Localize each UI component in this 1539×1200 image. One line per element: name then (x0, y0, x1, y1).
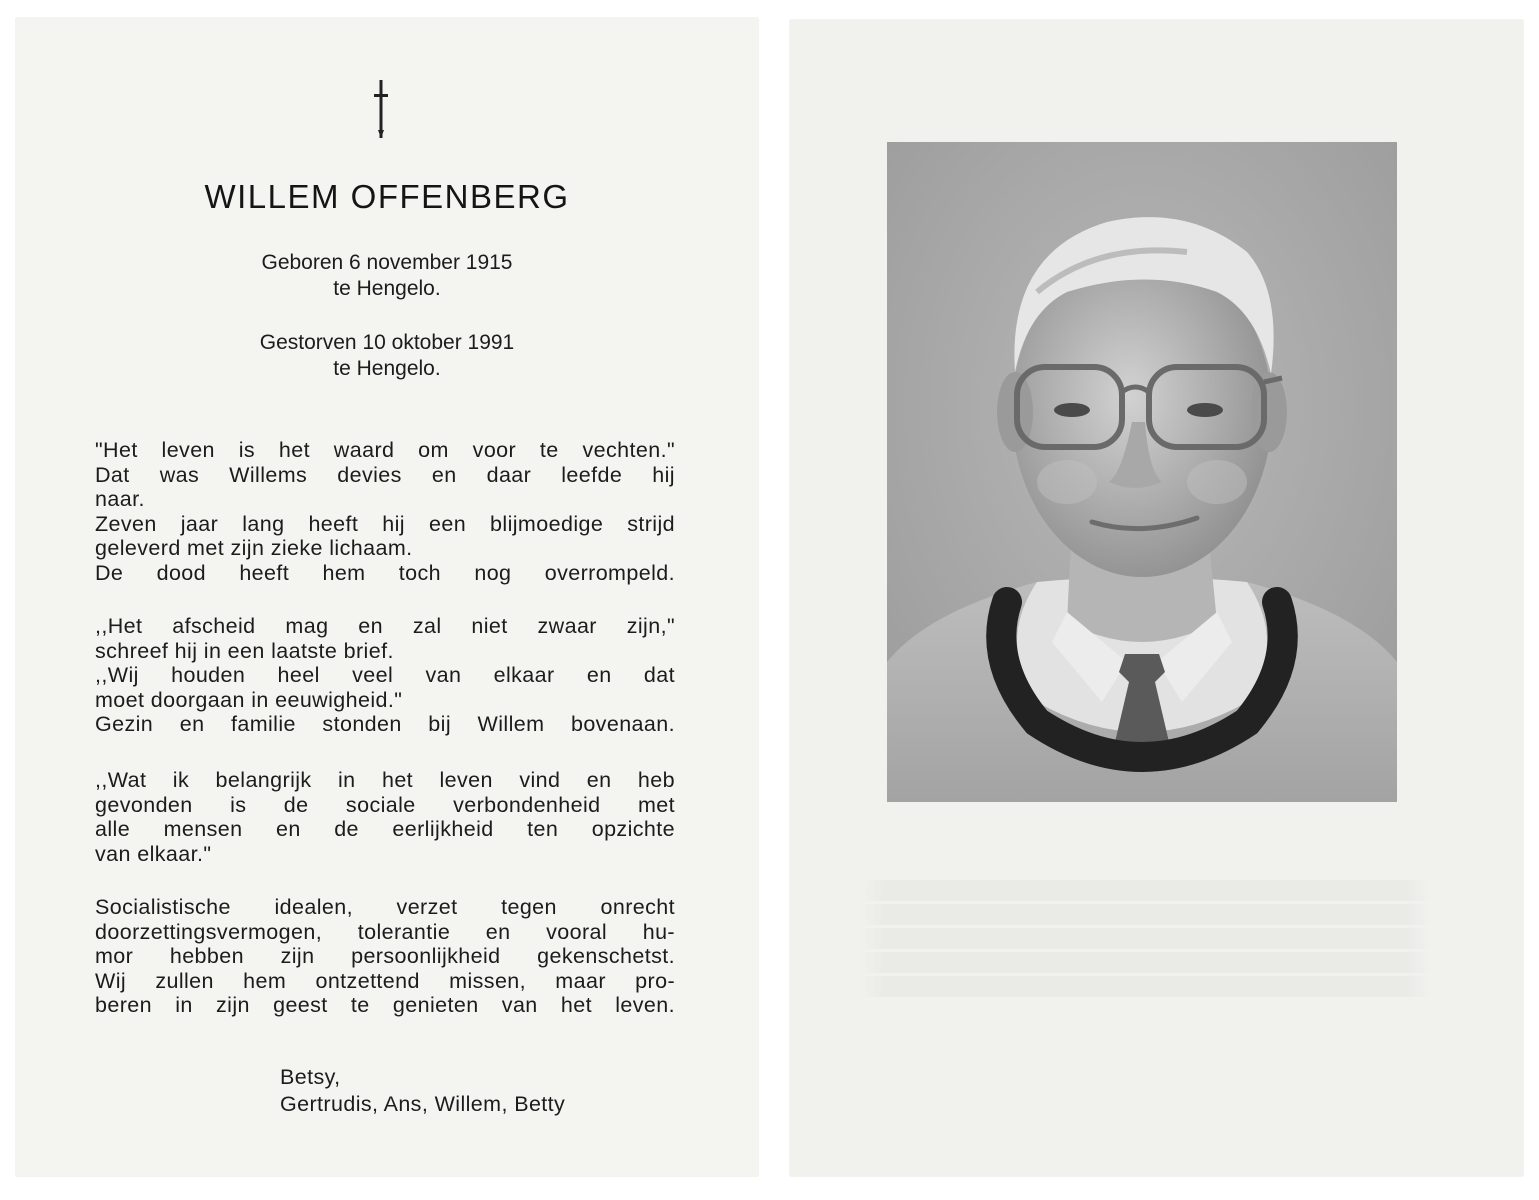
death-place: te Hengelo. (333, 357, 441, 380)
text-line: "Het leven is het waard om voor te vechten." (95, 438, 675, 462)
birth-place: te Hengelo. (333, 277, 441, 300)
text-line: moet doorgaan in eeuwigheid." (95, 687, 403, 712)
text-line: schreef hij in een laatste brief. (95, 638, 394, 663)
memorial-card-photo-side (790, 20, 1523, 1176)
text-line: naar. (95, 487, 145, 511)
text-line: beren in zijn geest te genieten van het leven. (95, 993, 675, 1017)
text-line: mor hebben zijn persoonlijkheid gekenschetst. (95, 944, 675, 968)
paragraph-motto (95, 438, 675, 585)
death-info (16, 330, 758, 382)
portrait-photo (887, 142, 1397, 802)
text-line: ,,Wij houden heel veel van elkaar en dat (95, 663, 675, 687)
signature-line: Betsy, (280, 1065, 341, 1089)
memorial-card-text-side (16, 18, 758, 1176)
birth-date: Geboren 6 november 1915 (261, 251, 513, 274)
text-line: Zeven jaar lang heeft hij een blijmoedige strijd (95, 511, 675, 536)
paragraph-quote (95, 768, 675, 866)
text-line: ,,Wat ik belangrijk in het leven vind en heb (95, 768, 675, 792)
text-line: geleverd met zijn zieke lichaam. (95, 536, 413, 560)
text-line: doorzettingsvermogen, tolerantie en vooral hu- (95, 919, 675, 944)
paragraph-farewell (95, 614, 675, 737)
text-line: Wij zullen hem ontzettend missen, maar pro- (95, 968, 675, 993)
text-line: Socialistische idealen, verzet tegen onrecht (95, 895, 675, 919)
birth-info (16, 250, 758, 302)
text-line: alle mensen en de eerlijkheid ten opzichte (95, 817, 675, 841)
paragraph-ideals (95, 895, 675, 1018)
text-line: Gezin en familie stonden bij Willem bovenaan. (95, 712, 675, 736)
show-through-text (860, 880, 1430, 1000)
signature-line: Gertrudis, Ans, Willem, Betty (280, 1092, 566, 1116)
portrait-illustration (887, 142, 1397, 802)
death-date: Gestorven 10 oktober 1991 (259, 331, 515, 354)
cross-icon (374, 80, 388, 138)
text-line: van elkaar." (95, 841, 212, 866)
signature-block (280, 1064, 565, 1118)
text-line: gevonden is de sociale verbondenheid met (95, 792, 675, 817)
text-line: ,,Het afscheid mag en zal niet zwaar zijn," (95, 614, 675, 638)
text-line: De dood heeft hem toch nog overrompeld. (95, 560, 675, 585)
deceased-name: WILLEM OFFENBERG (204, 178, 570, 215)
text-line: Dat was Willems devies en daar leefde hij (95, 462, 675, 487)
